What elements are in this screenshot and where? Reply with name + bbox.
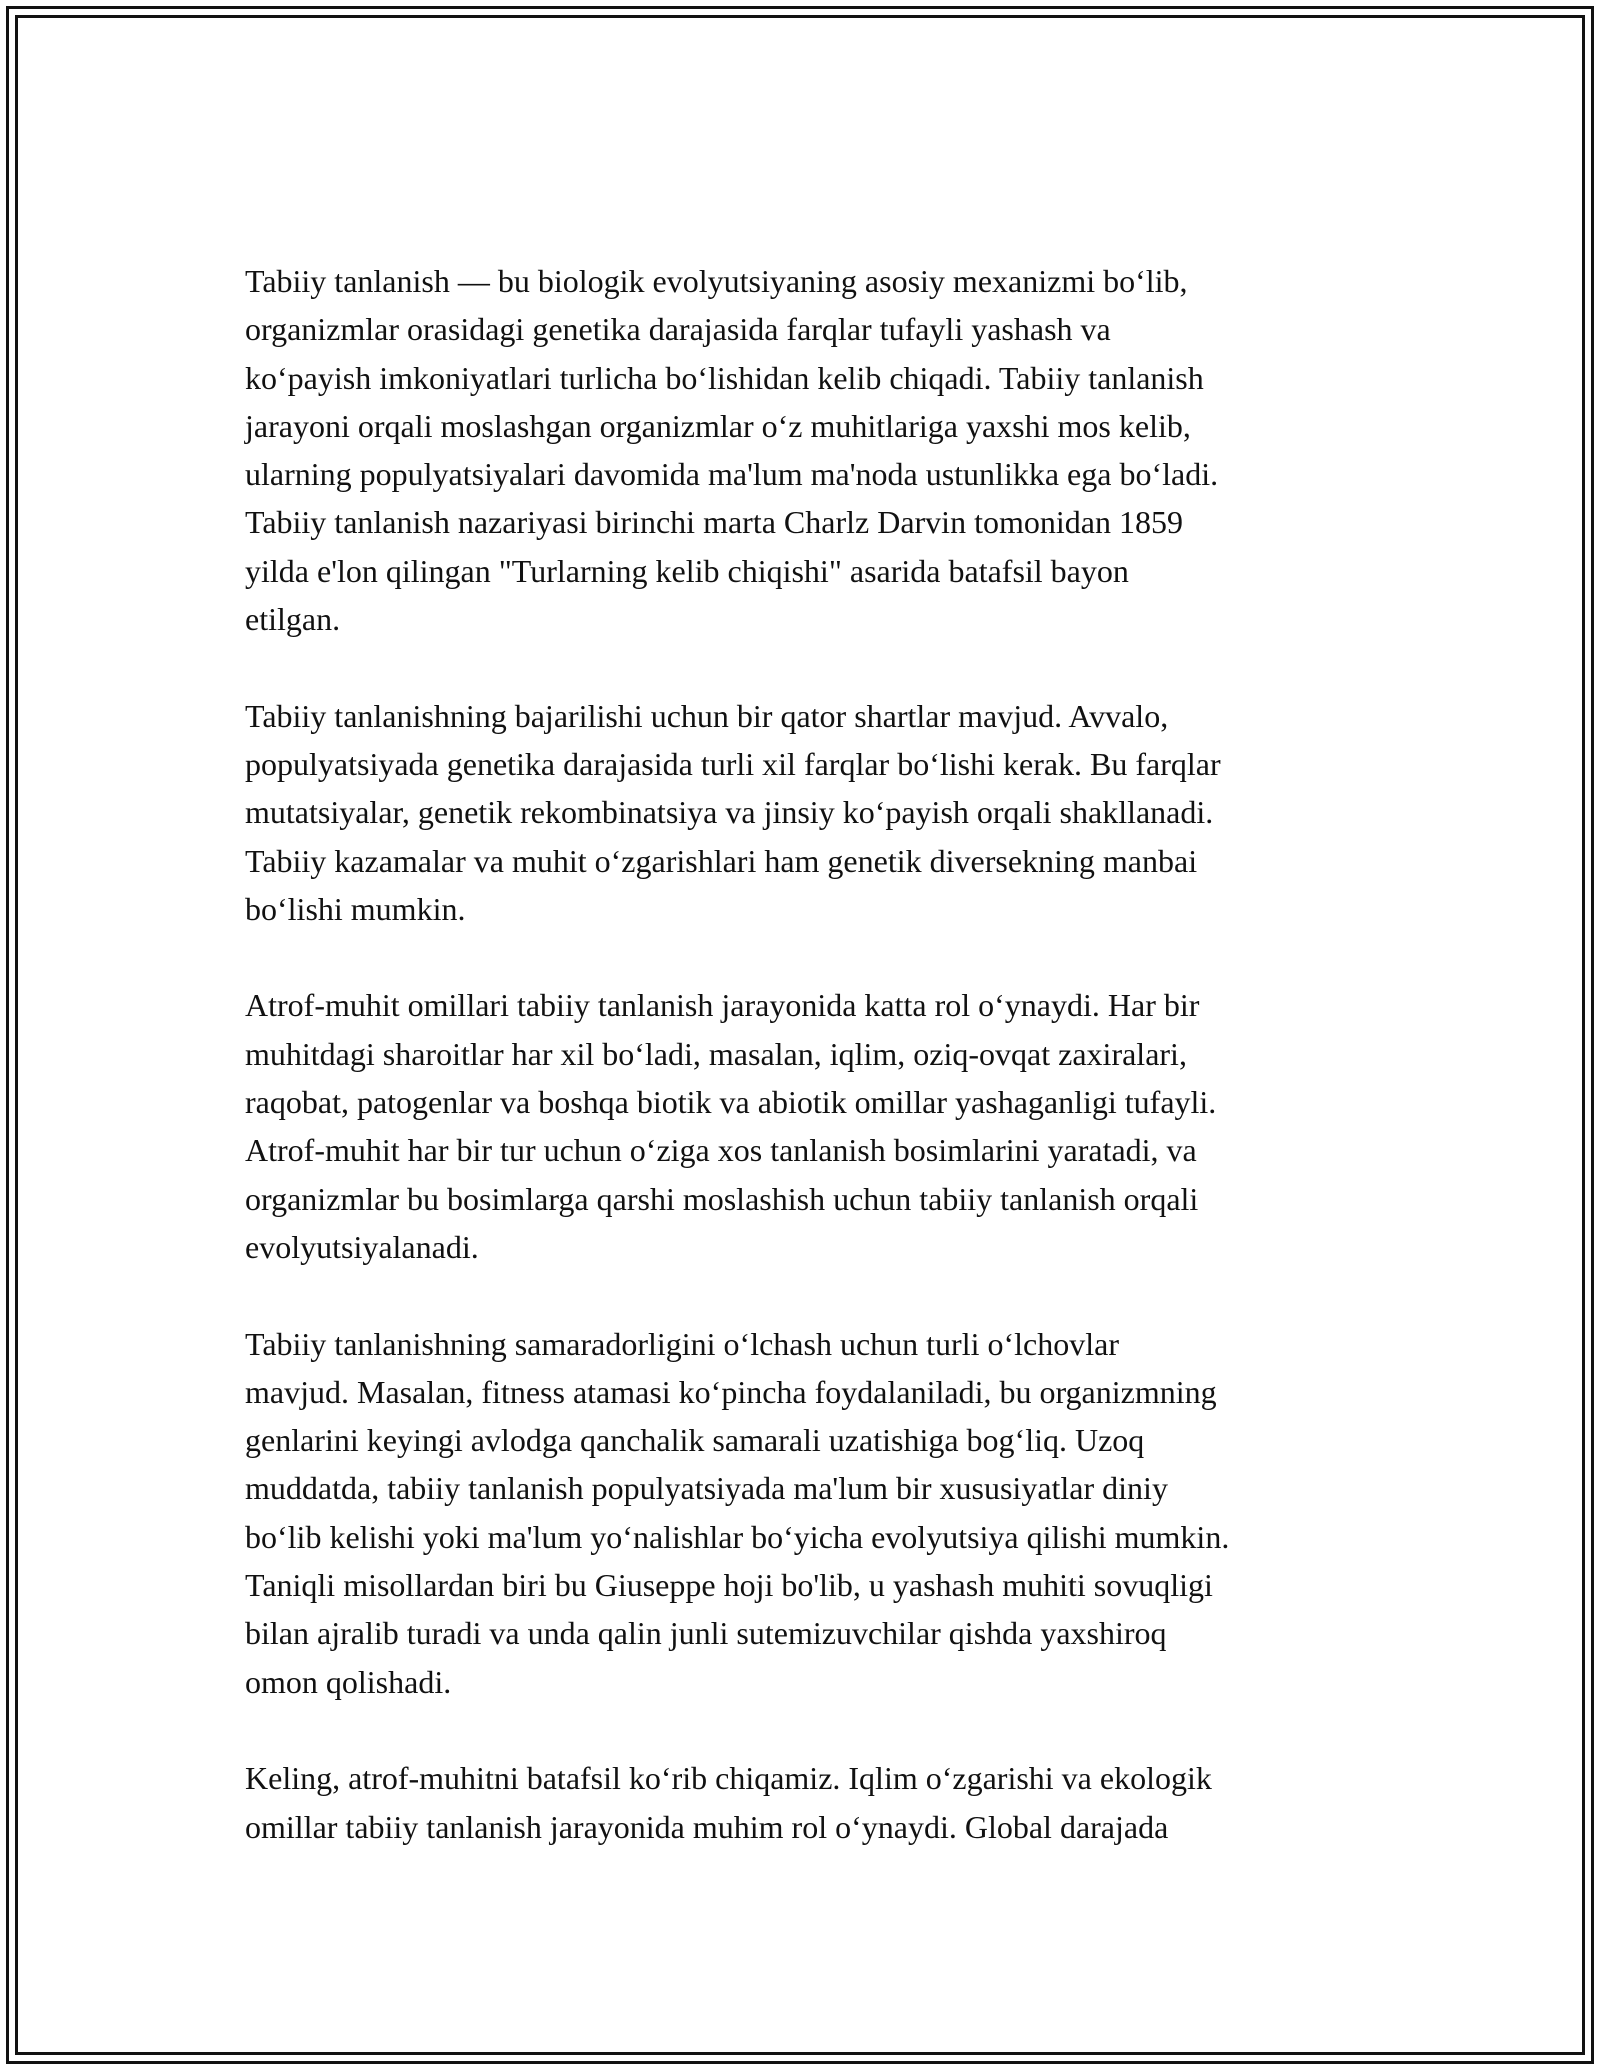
paragraph-5 (245, 1754, 1395, 1851)
text-line: omillar tabiiy tanlanish jarayonida muhim rol oʻynaydi. Global darajada (245, 1808, 1169, 1845)
text-line: mutatsiyalar, genetik rekombinatsiya va jinsiy koʻpayish orqali shakllanadi. (245, 794, 1214, 831)
text-line: bilan ajralib turadi va unda qalin junli sutemizuvchilar qishda yaxshiroq (245, 1615, 1167, 1652)
text-line: evolyutsiyalanadi. (245, 1228, 479, 1265)
text-line: Atrof-muhit har bir tur uchun oʻziga xos tanlanish bosimlarini yaratadi, va (245, 1132, 1197, 1169)
text-line: Atrof-muhit omillari tabiiy tanlanish jarayonida katta rol oʻynaydi. Har bir (245, 987, 1200, 1024)
text-line: yilda e'lon qilingan "Turlarning kelib chiqishi" asarida batafsil bayon (245, 552, 1129, 589)
page-frame (6, 6, 1594, 2064)
text-line: genlarini keyingi avlodga qanchalik samarali uzatishiga bogʻliq. Uzoq (245, 1422, 1145, 1459)
text-line: populyatsiyada genetika darajasida turli xil farqlar boʻlishi kerak. Bu farqlar (245, 745, 1221, 782)
text-line: Keling, atrof-muhitni batafsil koʻrib chiqamiz. Iqlim oʻzgarishi va ekologik (245, 1760, 1212, 1797)
text-line: Tabiiy tanlanishning samaradorligini oʻlchash uchun turli oʻlchovlar (245, 1325, 1119, 1362)
paragraph-3 (245, 981, 1395, 1271)
text-line: omon qolishadi. (245, 1663, 452, 1700)
text-line: Taniqli misollardan biri bu Giuseppe hoji bo'lib, u yashash muhiti sovuqligi (245, 1567, 1213, 1604)
text-line: organizmlar orasidagi genetika darajasida farqlar tufayli yashash va (245, 311, 1111, 348)
text-line: boʻlib kelishi yoki ma'lum yoʻnalishlar boʻyicha evolyutsiya qilishi mumkin. (245, 1518, 1230, 1555)
text-line: organizmlar bu bosimlarga qarshi moslashish uchun tabiiy tanlanish orqali (245, 1180, 1199, 1217)
text-line: koʻpayish imkoniyatlari turlicha boʻlishidan kelib chiqadi. Tabiiy tanlanish (245, 359, 1204, 396)
paragraph-1 (245, 257, 1395, 643)
paragraph-4 (245, 1320, 1395, 1706)
text-line: etilgan. (245, 601, 341, 638)
text-line: boʻlishi mumkin. (245, 890, 466, 927)
text-line: muhitdagi sharoitlar har xil boʻladi, masalan, iqlim, oziq-ovqat zaxiralari, (245, 1035, 1187, 1072)
text-line: Tabiiy kazamalar va muhit oʻzgarishlari ham genetik diversekning manbai (245, 842, 1198, 879)
text-line: muddatda, tabiiy tanlanish populyatsiyada ma'lum bir xususiyatlar diniy (245, 1470, 1168, 1507)
text-line: Tabiiy tanlanish nazariyasi birinchi marta Charlz Darvin tomonidan 1859 (245, 504, 1183, 541)
paragraph-2 (245, 692, 1395, 933)
document-body (245, 257, 1395, 1851)
text-line: Tabiiy tanlanish — bu biologik evolyutsiyaning asosiy mexanizmi boʻlib, (245, 263, 1188, 299)
text-line: Tabiiy tanlanishning bajarilishi uchun bir qator shartlar mavjud. Avvalo, (245, 697, 1169, 734)
text-line: raqobat, patogenlar va boshqa biotik va abiotik omillar yashaganligi tufayli. (245, 1084, 1217, 1121)
text-line: jarayoni orqali moslashgan organizmlar oʻz muhitlariga yaxshi mos kelib, (245, 407, 1191, 444)
text-line: mavjud. Masalan, fitness atamasi koʻpincha foydalaniladi, bu organizmning (245, 1373, 1217, 1410)
text-line: ularning populyatsiyalari davomida ma'lum ma'noda ustunlikka ega boʻladi. (245, 456, 1219, 493)
